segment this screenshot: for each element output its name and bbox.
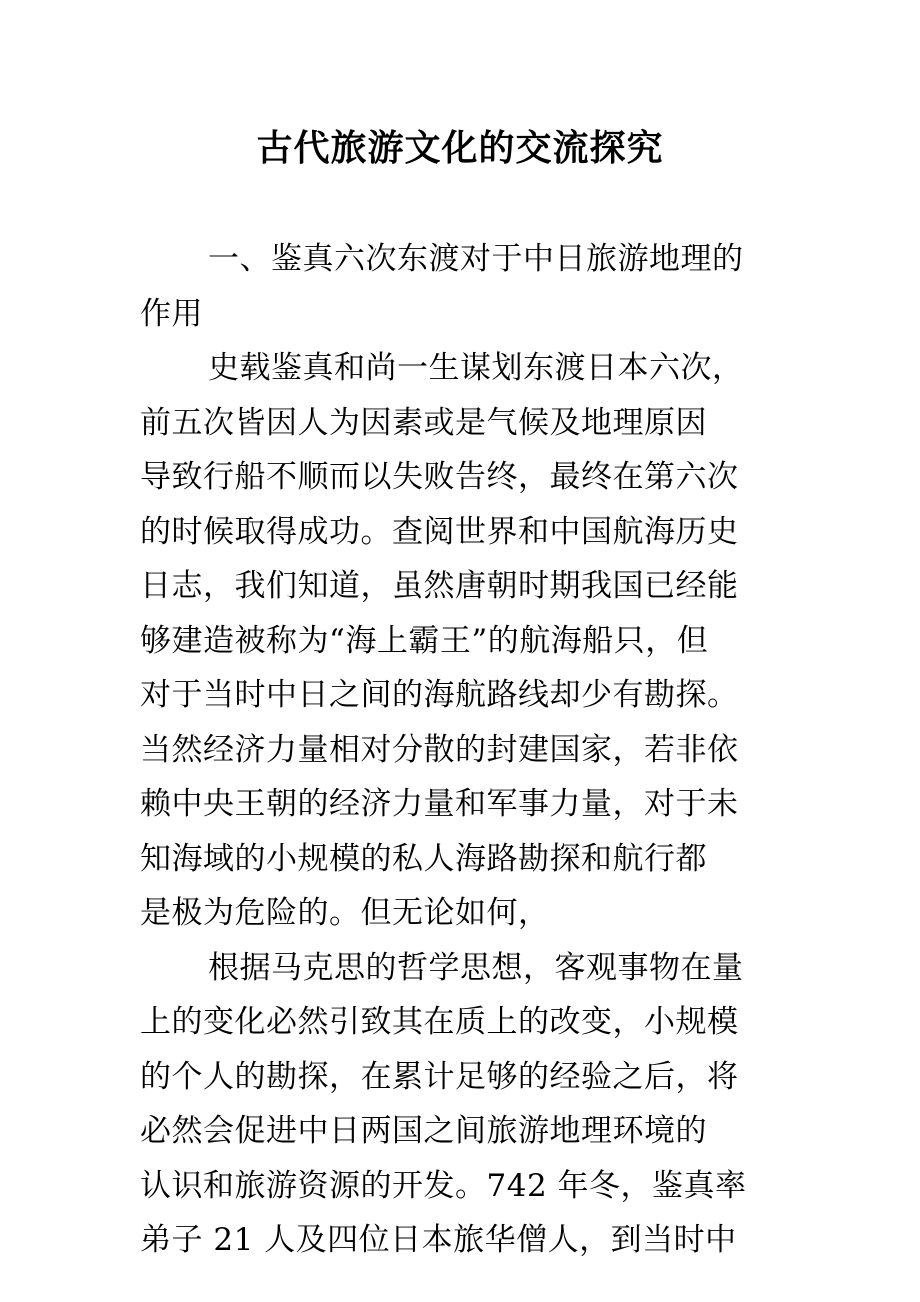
text-line: 必然会促进中日两国之间旅游地理环境的 (140, 1113, 707, 1149)
text-line: 对于当时中日之间的海航路线却少有勘探。 (140, 677, 739, 713)
text-line: 够建造被称为“海上霸王”的航海船只，但 (140, 622, 709, 659)
text-line: 认识和旅游资源的开发。742 年冬，鉴真率 (140, 1167, 747, 1204)
text-line: 知海域的小规模的私人海路勘探和航行都 (140, 840, 707, 877)
text-line: 是极为危险的。但无论如何， (140, 895, 550, 931)
text-line: 导致行船不顺而以失败告终，最终在第六次 (140, 459, 739, 495)
text-line: 史载鉴真和尚一生谋划东渡日本六次， (208, 350, 744, 386)
text-line: 的个人的勘探，在累计足够的经验之后，将 (140, 1058, 739, 1095)
text-line: 作用 (140, 295, 203, 332)
text-line: 上的变化必然引致其在质上的改变，小规模 (140, 1004, 739, 1040)
text-line: 当然经济力量相对分散的封建国家，若非依 (140, 731, 739, 768)
text-line: 的时候取得成功。查阅世界和中国航海历史 (140, 513, 739, 550)
text-line: 前五次皆因人为因素或是气候及地理原因 (140, 404, 707, 441)
text-line: 一、鉴真六次东渡对于中日旅游地理的 (208, 241, 744, 277)
text-line: 赖中央王朝的经济力量和军事力量，对于未 (140, 786, 739, 822)
text-line: 根据马克思的哲学思想，客观事物在量 (208, 949, 744, 986)
text-line: 日志，我们知道，虽然唐朝时期我国已经能 (140, 568, 739, 604)
document-title: 古代旅游文化的交流探究 (256, 127, 664, 169)
text-line: 弟子 21 人及四位日本旅华僧人，到当时中 (140, 1222, 737, 1258)
document-body (140, 232, 820, 1268)
